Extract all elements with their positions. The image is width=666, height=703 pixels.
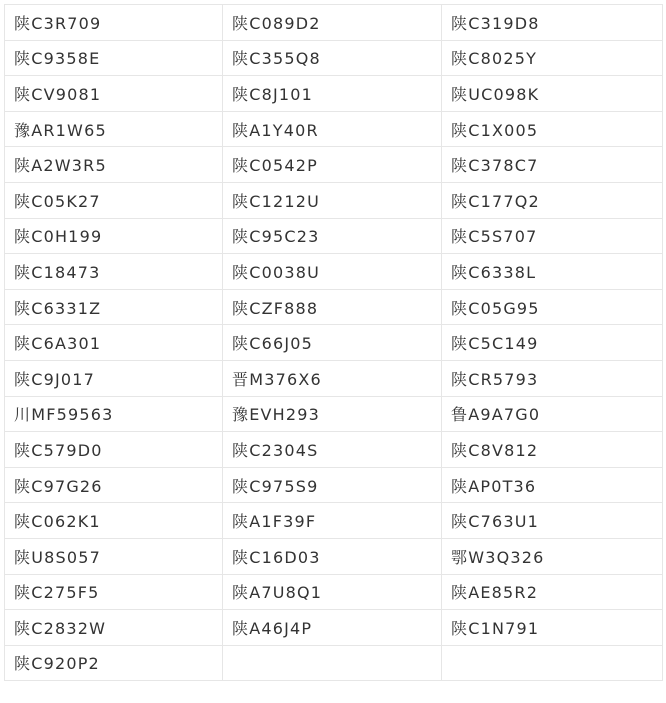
plate-cell: 陕C6331Z — [5, 289, 223, 325]
plate-cell: 陕A46J4P — [223, 610, 442, 646]
table-row — [5, 467, 663, 503]
plate-cell: 陕A1Y40R — [223, 111, 442, 147]
plate-cell: 陕C0542P — [223, 147, 442, 183]
plate-cell: 陕CZF888 — [223, 289, 442, 325]
plate-cell: 陕C8J101 — [223, 76, 442, 112]
plate-cell: 陕C062K1 — [5, 503, 223, 539]
plate-cell: 陕C975S9 — [223, 467, 442, 503]
plate-cell: 陕AE85R2 — [442, 574, 663, 610]
plate-cell — [442, 645, 663, 681]
plate-cell: 豫EVH293 — [223, 396, 442, 432]
plate-cell: 陕C5S707 — [442, 218, 663, 254]
plate-cell: 陕C6A301 — [5, 325, 223, 361]
table-row — [5, 5, 663, 41]
plate-cell: 陕C8025Y — [442, 40, 663, 76]
plate-cell: 陕C089D2 — [223, 5, 442, 41]
plate-cell: 陕U8S057 — [5, 538, 223, 574]
plate-cell: 陕C319D8 — [442, 5, 663, 41]
plate-cell: 陕C6338L — [442, 254, 663, 290]
table-row — [5, 254, 663, 290]
plate-cell: 陕C5C149 — [442, 325, 663, 361]
plate-cell: 陕C1N791 — [442, 610, 663, 646]
table-row — [5, 76, 663, 112]
plate-cell: 陕C355Q8 — [223, 40, 442, 76]
table-row — [5, 182, 663, 218]
plate-cell: 陕A2W3R5 — [5, 147, 223, 183]
table-row — [5, 218, 663, 254]
table-row — [5, 645, 663, 681]
table-row — [5, 360, 663, 396]
plate-cell: 豫AR1W65 — [5, 111, 223, 147]
plate-cell: 陕C0H199 — [5, 218, 223, 254]
plate-cell: 陕A1F39F — [223, 503, 442, 539]
table-row — [5, 538, 663, 574]
plate-cell: 陕UC098K — [442, 76, 663, 112]
plate-cell: 陕C275F5 — [5, 574, 223, 610]
plate-cell: 陕C2832W — [5, 610, 223, 646]
plate-cell: 陕C920P2 — [5, 645, 223, 681]
plate-cell: 陕C378C7 — [442, 147, 663, 183]
table-row — [5, 503, 663, 539]
plate-cell: 陕C9358E — [5, 40, 223, 76]
plate-cell: 陕C8V812 — [442, 432, 663, 468]
plate-cell: 陕C9J017 — [5, 360, 223, 396]
plate-cell: 陕C05G95 — [442, 289, 663, 325]
plate-cell: 陕C97G26 — [5, 467, 223, 503]
plate-cell: 陕C763U1 — [442, 503, 663, 539]
license-plate-table-body — [5, 5, 663, 681]
table-row — [5, 610, 663, 646]
plate-cell: 陕C3R709 — [5, 5, 223, 41]
plate-cell: 陕C579D0 — [5, 432, 223, 468]
plate-cell: 陕C05K27 — [5, 182, 223, 218]
plate-cell: 鲁A9A7G0 — [442, 396, 663, 432]
table-row — [5, 325, 663, 361]
table-row — [5, 396, 663, 432]
plate-cell: 陕C2304S — [223, 432, 442, 468]
table-row — [5, 432, 663, 468]
plate-cell: 陕C16D03 — [223, 538, 442, 574]
plate-cell: 川MF59563 — [5, 396, 223, 432]
plate-cell: 陕C66J05 — [223, 325, 442, 361]
plate-cell: 陕C1212U — [223, 182, 442, 218]
plate-cell: 陕C0038U — [223, 254, 442, 290]
table-row — [5, 147, 663, 183]
plate-cell — [223, 645, 442, 681]
plate-cell: 陕AP0T36 — [442, 467, 663, 503]
plate-cell: 陕A7U8Q1 — [223, 574, 442, 610]
plate-cell: 陕C95C23 — [223, 218, 442, 254]
table-row — [5, 574, 663, 610]
table-row — [5, 40, 663, 76]
plate-cell: 陕CV9081 — [5, 76, 223, 112]
plate-cell: 鄂W3Q326 — [442, 538, 663, 574]
license-plate-table — [4, 4, 663, 681]
table-row — [5, 111, 663, 147]
plate-cell: 陕CR5793 — [442, 360, 663, 396]
table-row — [5, 289, 663, 325]
plate-cell: 陕C177Q2 — [442, 182, 663, 218]
plate-cell: 陕C1X005 — [442, 111, 663, 147]
plate-cell: 陕C18473 — [5, 254, 223, 290]
plate-cell: 晋M376X6 — [223, 360, 442, 396]
